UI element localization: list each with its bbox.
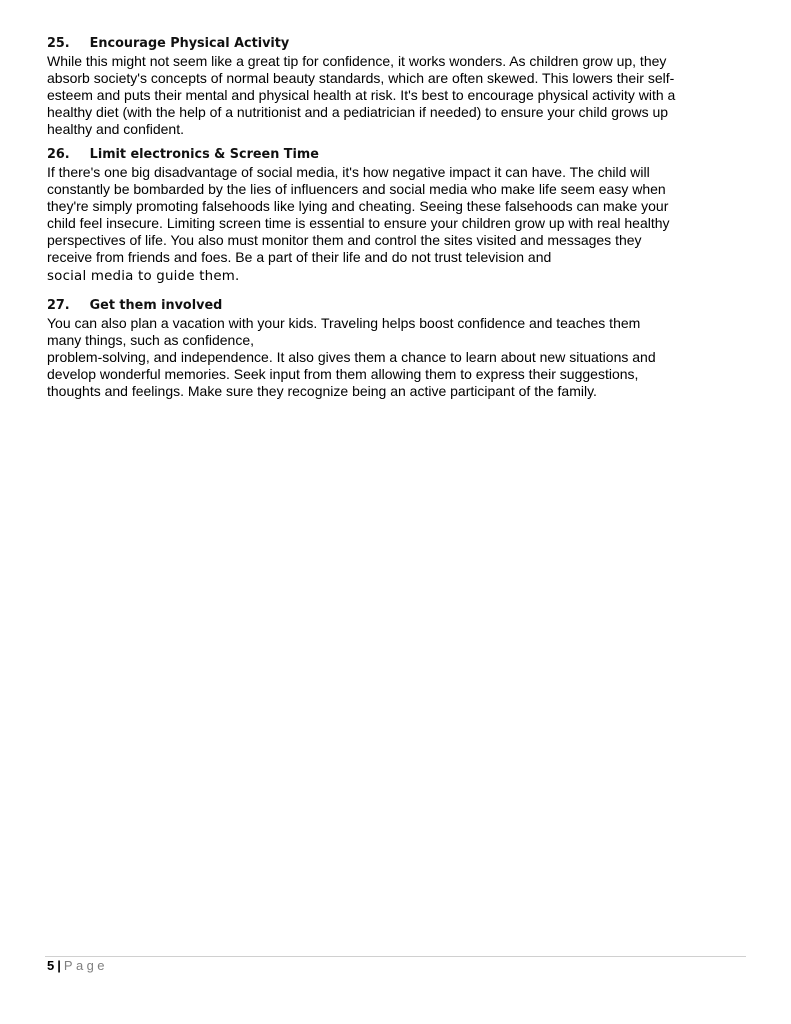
body-line: they're simply promoting falsehoods like lying and cheating. Seeing these falsehoods can make your <box>47 198 669 214</box>
document-page <box>47 36 747 409</box>
body-line: perspectives of life. You also must monitor them and control the sites visited and messages they <box>47 232 642 248</box>
body-line: many things, such as confidence, <box>47 332 255 348</box>
section-body <box>47 53 747 138</box>
body-line: You can also plan a vacation with your kids. Traveling helps boost confidence and teaches them <box>47 315 641 331</box>
section-heading <box>47 36 726 51</box>
section-26 <box>47 147 747 288</box>
body-line: esteem and puts their mental and physical health at risk. It's best to encourage physical activity with a <box>47 87 676 103</box>
section-number: 25. <box>47 36 70 51</box>
page-footer <box>47 958 108 973</box>
section-25 <box>47 36 747 138</box>
body-line: While this might not seem like a great tip for confidence, it works wonders. As children grow up, they <box>47 53 667 69</box>
section-number: 26. <box>47 147 70 162</box>
page-number: 5 <box>47 958 55 973</box>
body-line: social media to guide them. <box>47 269 240 284</box>
body-line: If there's one big disadvantage of social media, it's how negative impact it can have. The child will <box>47 164 650 180</box>
body-line: problem-solving, and independence. It also gives them a chance to learn about new situations and <box>47 349 656 365</box>
body-line: healthy and confident. <box>47 121 184 137</box>
body-line: absorb society's concepts of normal beauty standards, which are often skewed. This lowers their self- <box>47 70 675 86</box>
section-body <box>47 315 747 400</box>
body-line: receive from friends and foes. Be a part of their life and do not trust television and <box>47 249 552 265</box>
body-line: child feel insecure. Limiting screen time is essential to ensure your children grow up with real healthy <box>47 215 670 231</box>
body-line: develop wonderful memories. Seek input from them allowing them to express their suggestions, <box>47 366 639 382</box>
page-label: Page <box>63 958 108 973</box>
section-number: 27. <box>47 298 70 313</box>
footer-divider <box>45 956 746 957</box>
section-heading <box>47 147 726 162</box>
section-title: Encourage Physical Activity <box>89 36 290 51</box>
body-line: constantly be bombarded by the lies of influencers and social media who make life seem easy when <box>47 181 666 197</box>
footer-separator: | <box>57 958 61 973</box>
body-line: healthy diet (with the help of a nutritionist and a pediatrician if needed) to ensure your child grows up <box>47 104 669 120</box>
section-title: Get them involved <box>89 298 223 313</box>
body-line: thoughts and feelings. Make sure they recognize being an active participant of the family. <box>47 383 597 399</box>
section-title: Limit electronics & Screen Time <box>89 147 319 162</box>
section-body <box>47 164 747 288</box>
section-27 <box>47 298 747 400</box>
section-heading <box>47 298 726 313</box>
